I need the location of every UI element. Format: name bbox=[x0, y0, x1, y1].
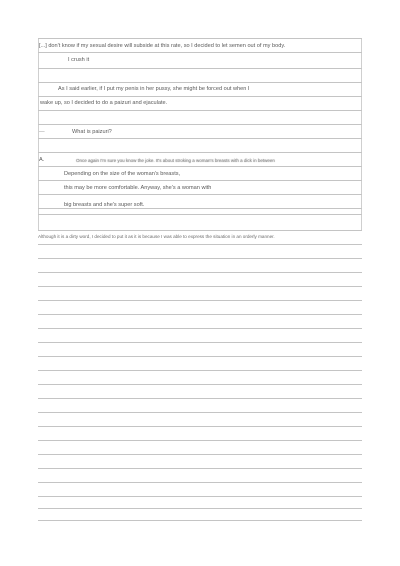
ruled-line bbox=[38, 468, 362, 469]
ruled-line bbox=[38, 314, 362, 315]
ruled-line bbox=[38, 52, 362, 53]
ruled-line bbox=[38, 138, 362, 139]
text-line-5-marker: — bbox=[39, 129, 45, 135]
ruled-line bbox=[38, 96, 362, 97]
text-line-3: As I said earlier, if I put my penis in her pussy, she might be forced out when I bbox=[58, 86, 250, 92]
ruled-line bbox=[38, 214, 362, 215]
ruled-line bbox=[38, 508, 362, 509]
ruled-line bbox=[38, 440, 362, 441]
ruled-line bbox=[38, 300, 362, 301]
ruled-line bbox=[38, 286, 362, 287]
ruled-line bbox=[38, 258, 362, 259]
ruled-line bbox=[38, 166, 362, 167]
right-margin-rule bbox=[361, 38, 362, 230]
ruled-line bbox=[38, 124, 362, 125]
text-line-10: Although it is a dirty word, I decided to put it as it is because I was able to express the situation in an orderly manner. bbox=[38, 234, 275, 239]
ruled-line bbox=[38, 244, 362, 245]
text-line-6: Once again I'm sure you know the joke. It's about stroking a woman's breasts with a dick in between bbox=[76, 158, 275, 163]
ruled-line bbox=[38, 110, 362, 111]
ruled-line bbox=[38, 496, 362, 497]
notebook-page bbox=[38, 38, 362, 520]
ruled-line bbox=[38, 426, 362, 427]
text-line-9: big breasts and she's super soft. bbox=[64, 202, 145, 208]
ruled-line bbox=[38, 272, 362, 273]
ruled-line bbox=[38, 412, 362, 413]
ruled-line bbox=[38, 482, 362, 483]
ruled-line bbox=[38, 180, 362, 181]
text-line-8: this may be more comfortable. Anyway, she's a woman with bbox=[64, 185, 212, 191]
ruled-line bbox=[38, 230, 362, 231]
text-line-6-marker: A. bbox=[39, 157, 45, 163]
ruled-line bbox=[38, 38, 362, 39]
text-line-1: [...] don't know if my sexual desire will subside at this rate, so I decided to let semen out of my body. bbox=[39, 43, 286, 49]
text-line-5: What is paizuri? bbox=[72, 129, 112, 135]
text-line-7: Depending on the size of the woman's breasts, bbox=[64, 171, 181, 177]
ruled-line bbox=[38, 384, 362, 385]
ruled-line bbox=[38, 398, 362, 399]
ruled-line bbox=[38, 68, 362, 69]
ruled-line bbox=[38, 152, 362, 153]
ruled-line bbox=[38, 520, 362, 521]
text-line-4: wake up, so I decided to do a paizuri and ejaculate. bbox=[40, 100, 168, 106]
ruled-line bbox=[38, 454, 362, 455]
ruled-line bbox=[38, 370, 362, 371]
ruled-line bbox=[38, 82, 362, 83]
ruled-line bbox=[38, 328, 362, 329]
ruled-line bbox=[38, 194, 362, 195]
ruled-line bbox=[38, 356, 362, 357]
ruled-line bbox=[38, 342, 362, 343]
text-line-2: I crush it bbox=[68, 57, 90, 63]
